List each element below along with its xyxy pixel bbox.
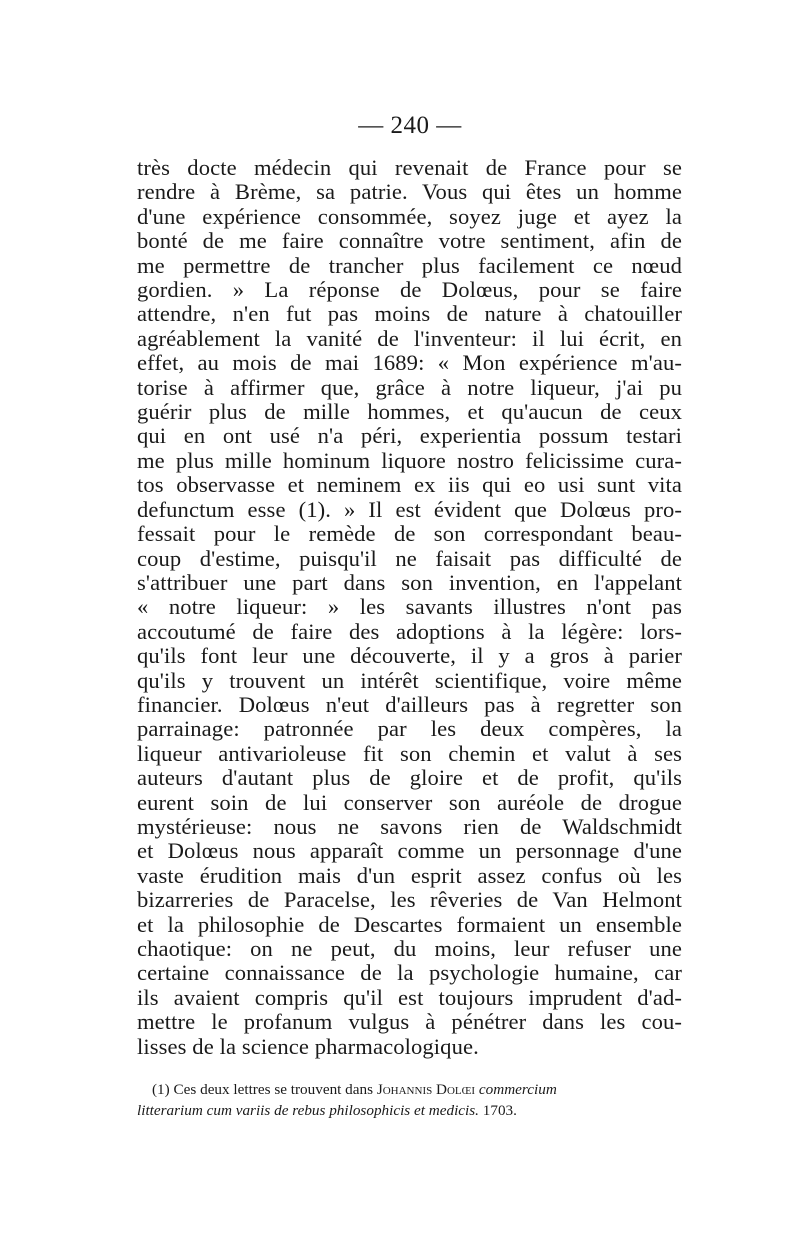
text-line-32: et la philosophie de Descartes formaient un ensemble	[137, 911, 682, 937]
text-line-13: me plus mille hominum liquore nostro felicissime cura-	[137, 447, 682, 473]
text-line-8: agréablement la vanité de l'inventeur: il lui écrit, en	[137, 325, 682, 351]
text-line-27: eurent soin de lui conserver son auréole de drogue	[137, 789, 682, 815]
text-line-19: « notre liqueur: » les savants illustres n'ont pas	[137, 594, 682, 620]
text-line-30: vaste érudition mais d'un esprit assez confus où les	[137, 862, 682, 888]
text-line-33: chaotique: on ne peut, du moins, leur refuser une	[137, 936, 682, 961]
text-line-9: effet, au mois de mai 1689: « Mon expérience m'au-	[137, 350, 682, 376]
text-line-28: mystérieuse: nous ne savons rien de Waldschmidt	[137, 813, 682, 839]
text-line-23: financier. Dolœus n'eut d'ailleurs pas à regretter son	[137, 691, 682, 717]
text-line-20: accoutumé de faire des adoptions à la légère: lors-	[137, 618, 682, 644]
footnote-marker: (1)	[152, 1081, 170, 1098]
text-line-34: certaine connaissance de la psychologie humaine, car	[137, 960, 682, 986]
footnote-year: 1703.	[482, 1102, 517, 1119]
text-line-22: qu'ils y trouvent un intérêt scientifique, voire même	[137, 667, 682, 693]
text-line-7: attendre, n'en fut pas moins de nature à chatouiller	[137, 301, 682, 327]
body-text	[137, 156, 682, 1059]
text-line-37: lisses de la science pharmacologique.	[137, 1033, 479, 1059]
footnote-text: Ces deux lettres se trouvent dans	[173, 1081, 374, 1098]
text-line-18: s'attribuer une part dans son invention, en l'appelant	[137, 569, 682, 595]
text-line-26: auteurs d'autant plus de gloire et de profit, qu'ils	[137, 765, 682, 791]
text-line-17: coup d'estime, puisqu'il ne faisait pas difficulté de	[137, 545, 682, 571]
footnote	[137, 1079, 682, 1121]
footnote-work-title-2: litterarium cum variis de rebus philosophicis et medicis.	[137, 1102, 479, 1119]
text-line-12: qui en ont usé n'a péri, experientia possum testari	[137, 423, 682, 449]
text-line-29: et Dolœus nous apparaît comme un personnage d'une	[137, 838, 682, 864]
text-line-21: qu'ils font leur une découverte, il y a gros à parier	[137, 643, 682, 669]
text-line-4: bonté de me faire connaître votre sentiment, afin de	[137, 228, 682, 254]
text-line-11: guérir plus de mille hommes, et qu'aucun de ceux	[137, 399, 682, 425]
footnote-work-title-1: commercium	[478, 1081, 557, 1098]
text-line-10: torise à affirmer que, grâce à notre liqueur, j'ai pu	[137, 374, 682, 400]
page-number: — 240 —	[358, 112, 462, 139]
text-line-6: gordien. » La réponse de Dolœus, pour se faire	[137, 277, 682, 303]
text-line-25: liqueur antivarioleuse fit son chemin et valut à ses	[137, 740, 682, 766]
text-line-16: fessait pour le remède de son correspondant beau-	[137, 521, 682, 547]
footnote-line-1	[137, 1079, 682, 1100]
text-line-36: mettre le profanum vulgus à pénétrer dans les cou-	[137, 1009, 682, 1035]
text-line-31: bizarreries de Paracelse, les rêveries de Van Helmont	[137, 887, 682, 913]
text-line-24: parrainage: patronnée par les deux compères, la	[137, 716, 682, 742]
text-line-15: defunctum esse (1). » Il est évident que Dolœus pro-	[137, 496, 682, 522]
footnote-author: Johannis Dolœi	[376, 1081, 476, 1098]
footnote-line-2	[137, 1100, 682, 1121]
text-line-3: d'une expérience consommée, soyez juge et ayez la	[137, 203, 682, 229]
text-line-5: me permettre de trancher plus facilement ce nœud	[137, 252, 682, 278]
text-line-14: tos observasse et neminem ex iis qui eo usi sunt vita	[137, 472, 682, 498]
text-line-1: très docte médecin qui revenait de France pour se	[137, 155, 682, 180]
text-line-35: ils avaient compris qu'il est toujours imprudent d'ad-	[137, 984, 682, 1010]
text-line-2: rendre à Brème, sa patrie. Vous qui êtes un homme	[137, 179, 682, 205]
